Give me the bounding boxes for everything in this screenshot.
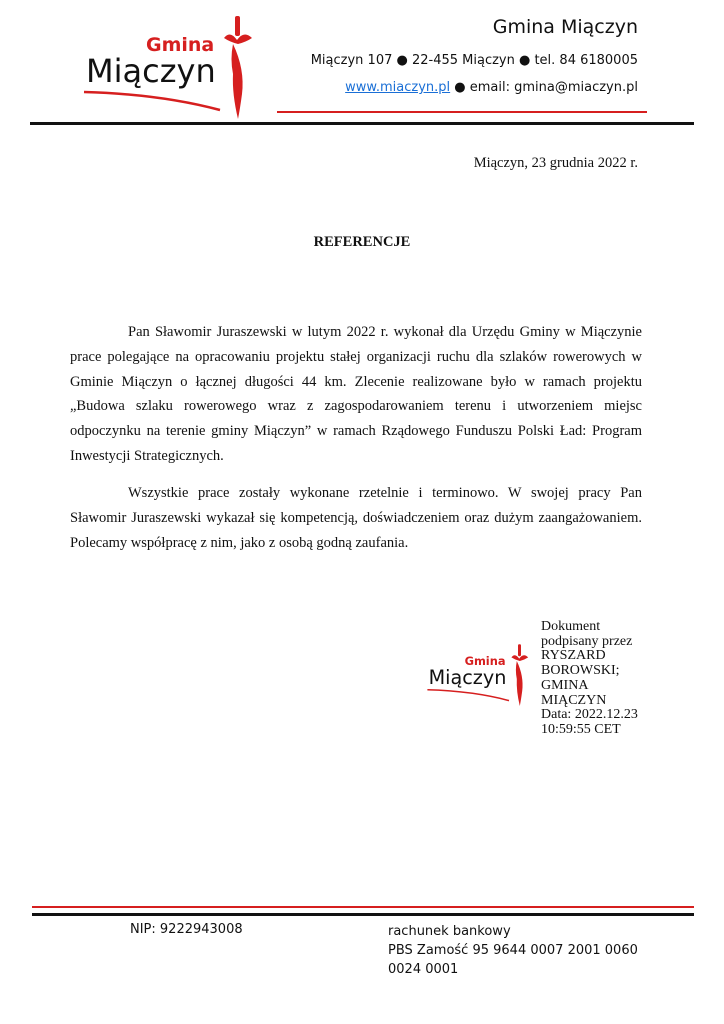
signature-line: MIĄCZYN [541,692,607,708]
body-paragraph: Wszystkie prace zostały wykonane rzetelnie i terminowo. W swojej pracy Pan Sławomir Juraszewski wykazał się kompetencją, doświadczeniem oraz dużym zaangażowaniem. Polecamy współpracę z nim, jako z osobą godną zaufania. [70,485,642,551]
bank-line: rachunek bankowy [388,924,511,939]
svg-text:Miączyn: Miączyn [428,665,507,689]
signature-logo [425,642,545,707]
header-address: Miączyn 107 ● 22-455 Miączyn ● tel. 84 6180005 [310,53,638,68]
website-link[interactable]: www.miaczyn.pl [345,80,451,95]
signature-line: RYSZARD [541,648,606,664]
signature-line: BOROWSKI; [541,663,620,679]
header-red-divider [277,111,647,113]
digital-signature [541,620,651,738]
signature-line: Dokument [541,619,601,634]
svg-text:Gmina: Gmina [464,654,506,669]
signature-line: Data: 2022.12.23 [541,707,638,723]
footer-red-divider [32,906,694,908]
bank-line: 0024 0001 [388,962,459,977]
email-text: ● email: gmina@miaczyn.pl [450,80,638,95]
header-title: Gmina Miączyn [492,16,638,38]
gmina-logo [80,14,280,119]
header-black-divider [30,122,694,125]
signature-line: podpisany przez [541,633,633,649]
bank-line: PBS Zamość 95 9644 0007 2001 0060 [388,943,638,958]
signature-line: 10:59:55 CET [541,721,621,737]
svg-text:Miączyn: Miączyn [86,52,216,90]
footer-black-divider [32,913,694,916]
document-date: Miączyn, 23 grudnia 2022 r. [473,155,638,171]
document-title: REFERENCJE [313,234,411,250]
footer-bank [388,922,638,979]
signature-line: GMINA [541,677,589,693]
footer-nip: NIP: 9222943008 [130,922,243,937]
body-paragraph: Pan Sławomir Juraszewski w lutym 2022 r. wykonał dla Urzędu Gminy w Miączynie prace polegające na opracowaniu projektu stałej organizacji ruchu dla szlaków rowerowych w Gminie Miączyn o łącznej długości 44 km. Zlecenie realizowane było w ramach projektu „Budowa szlaku rowerowego wraz z zagospodarowaniem terenu i utworzeniem miejsc odpoczynku na terenie gminy Miączyn” w ramach Rządowego Funduszu Polski Ład: Program Inwestycji Strategicznych. [70,324,642,464]
header-contact [345,80,638,95]
svg-text:Gmina: Gmina [146,34,215,56]
